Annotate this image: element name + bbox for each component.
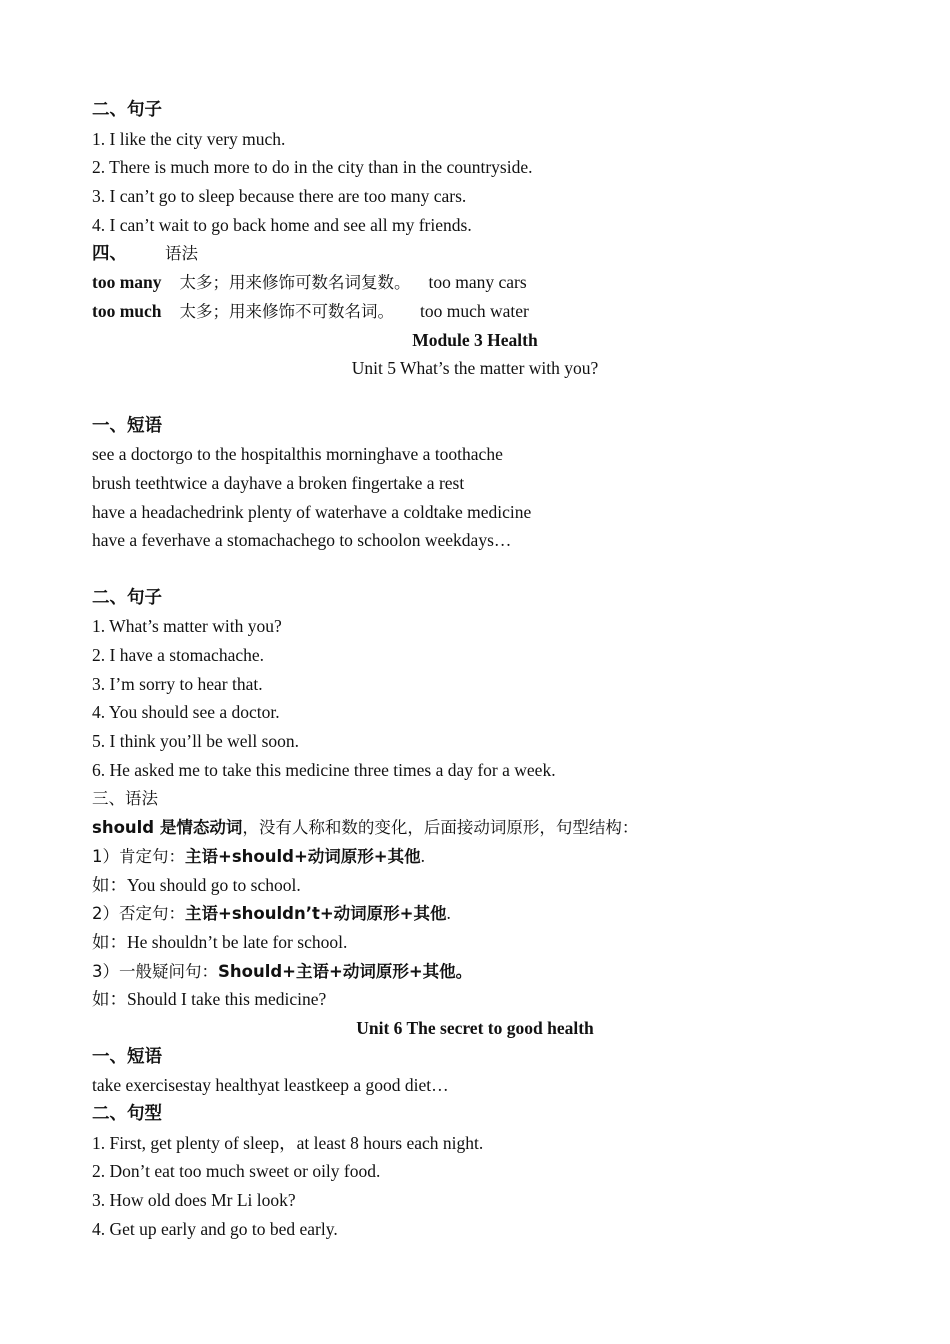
grammar-point-end: . <box>446 903 451 924</box>
grammar-intro <box>92 813 872 842</box>
grammar-term: too much <box>92 300 162 321</box>
grammar-intro-rest: ，没有人称和数的变化，后面接动词原形，句型结构： <box>242 818 639 838</box>
sentence: 1. First, get plenty of sleep，at least 8 hours each night. <box>92 1132 484 1153</box>
phrase: keep a good diet… <box>316 1075 449 1096</box>
grammar-heading-text: 语法 <box>165 244 198 264</box>
phrase: take medicine <box>433 501 532 522</box>
phrase: brush teeth <box>92 472 170 493</box>
unit-title: Unit 5 What’s the matter with you? <box>351 358 599 379</box>
grammar-point-formula: Should+主语+动词原形+其他。 <box>218 961 473 981</box>
sentence: 2. Don’t eat too much sweet or oily food. <box>92 1161 381 1182</box>
grammar-point-label: 1）肯定句： <box>92 846 185 866</box>
section-heading: 二、句子 <box>92 100 162 120</box>
sentences-heading: 二、句型 <box>92 1104 162 1125</box>
phrase: go to school <box>317 530 403 551</box>
grammar-row <box>92 268 872 297</box>
phrase: take exercise <box>92 1075 183 1096</box>
sentence: 3. How old does Mr Li look? <box>92 1190 296 1211</box>
phrase: have a toothache <box>385 444 503 465</box>
phrase-row <box>92 440 872 469</box>
phrase: at least <box>266 1075 316 1096</box>
grammar-row <box>92 297 872 326</box>
phrase-row <box>92 469 872 498</box>
phrase-row <box>92 526 872 555</box>
grammar-desc: 太多；用来修饰不可数名词。 <box>179 301 395 321</box>
grammar-point <box>92 842 872 871</box>
phrases-heading: 一、短语 <box>92 1046 162 1067</box>
phrase-row <box>92 1071 872 1100</box>
sentence: 3. I’m sorry to hear that. <box>92 673 263 694</box>
unit-title: Unit 6 The secret to good health <box>356 1018 594 1038</box>
grammar-example: too much water <box>420 300 529 321</box>
phrase: see a doctor <box>92 444 176 465</box>
sentence: 3. I can’t go to sleep because there are too many cars. <box>92 186 467 207</box>
sentences-heading: 二、句子 <box>92 587 162 608</box>
grammar-term: too many <box>92 272 162 293</box>
grammar-point-end: . <box>420 845 425 866</box>
grammar-example: too many cars <box>428 272 527 293</box>
phrase: have a cold <box>353 501 434 522</box>
grammar-example: 如：He shouldn’t be late for school. <box>92 931 348 952</box>
phrase: have a broken finger <box>248 472 394 493</box>
phrase: on weekdays… <box>403 530 512 551</box>
sentence: 4. Get up early and go to bed early. <box>92 1218 338 1239</box>
sentence: 5. I think you’ll be well soon. <box>92 731 300 752</box>
sentence: 1. I like the city very much. <box>92 128 286 149</box>
grammar-heading <box>92 239 872 268</box>
grammar-point-formula: 主语+shouldn’t+动词原形+其他 <box>185 904 447 924</box>
phrase: go to the hospital <box>175 444 297 465</box>
phrase-row <box>92 498 872 527</box>
phrase: twice a day <box>169 472 249 493</box>
phrase: stay healthy <box>182 1075 267 1096</box>
grammar-example: 如：You should go to school. <box>92 874 301 895</box>
grammar-point <box>92 957 872 986</box>
document-page <box>92 96 872 1244</box>
grammar-desc: 太多；用来修饰可数名词复数。 <box>179 273 411 293</box>
phrase: have a stomachache <box>177 530 318 551</box>
sentence: 4. I can’t wait to go back home and see all my friends. <box>92 214 472 235</box>
phrase: this morning <box>296 444 386 465</box>
grammar-point-label: 2）否定句： <box>92 904 185 924</box>
grammar-point <box>92 899 872 928</box>
grammar-example: 如：Should I take this medicine? <box>92 989 327 1010</box>
grammar-point-formula: 主语+should+动词原形+其他 <box>185 846 421 866</box>
phrase: have a fever <box>92 530 178 551</box>
phrase: have a headache <box>92 501 207 522</box>
sentence: 4. You should see a doctor. <box>92 702 280 723</box>
sentence: 2. I have a stomachache. <box>92 645 265 666</box>
phrases-heading: 一、短语 <box>92 415 162 436</box>
phrase: take a rest <box>393 472 465 493</box>
phrase: drink plenty of water <box>206 501 354 522</box>
grammar-point-label: 3）一般疑问句： <box>92 961 218 981</box>
grammar-heading: 三、语法 <box>92 788 158 808</box>
sentence: 2. There is much more to do in the city than in the countryside. <box>92 157 533 178</box>
sentence: 6. He asked me to take this medicine three times a day for a week. <box>92 759 556 780</box>
grammar-heading-number: 四、 <box>92 244 127 265</box>
grammar-intro-bold: should 是情态动词 <box>92 818 243 838</box>
module-title: Module 3 Health <box>412 329 538 350</box>
sentence: 1. What’s matter with you? <box>92 616 282 637</box>
